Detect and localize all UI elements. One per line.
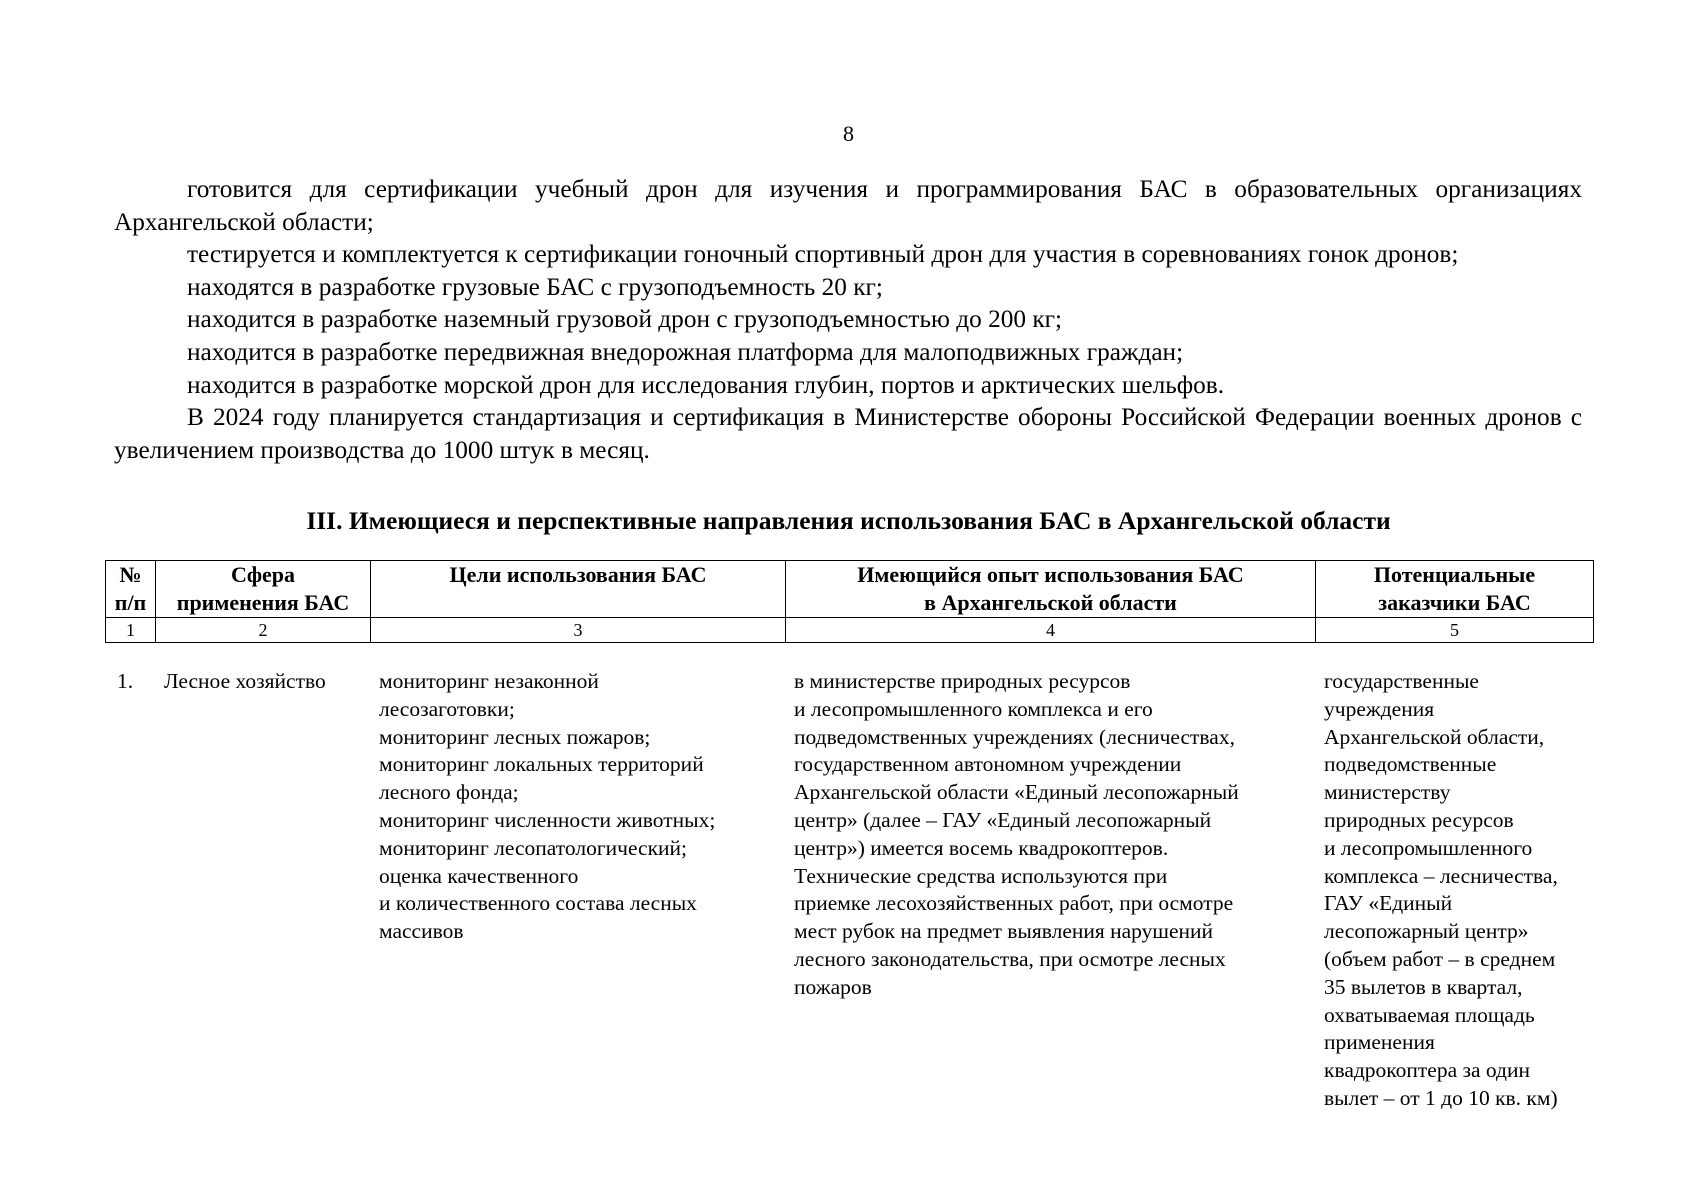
experience-line: центр» (далее – ГАУ «Единый лесопожарный xyxy=(794,807,1212,832)
paragraph: находится в разработке морской дрон для исследования глубин, портов и арктических шельфов. xyxy=(187,370,1225,399)
experience-line: и лесопромышленного комплекса и его xyxy=(794,696,1153,721)
row-customers xyxy=(1315,668,1593,1113)
page-number: 8 xyxy=(843,121,854,146)
customer-line: лесопожарный центр» xyxy=(1324,919,1529,944)
header-text: Цели использования БАС xyxy=(449,562,707,587)
header-text: в Архангельской области xyxy=(924,590,1177,615)
customer-line: 35 вылетов в квартал, xyxy=(1324,974,1523,999)
customer-line: (объем работ – в среднем xyxy=(1324,946,1556,971)
header-col-experience xyxy=(786,561,1316,618)
customer-line: государственные xyxy=(1324,669,1479,693)
header-text: № xyxy=(119,562,142,587)
header-text: Сфера xyxy=(230,562,296,587)
experience-line: пожаров xyxy=(794,974,872,999)
experience-line: центр») имеется восемь квадрокоптеров. xyxy=(794,835,1169,860)
goal-line: мониторинг лесопатологический; xyxy=(379,835,688,860)
paragraph: находится в разработке наземный грузовой дрон с грузоподъемностью до 200 кг; xyxy=(187,305,1063,334)
paragraph: готовится для сертификации учебный дрон для изучения и программирования БАС в образовательных организациях Архангельской области; xyxy=(114,175,1582,236)
goal-line: лесного фонда; xyxy=(379,780,519,805)
customer-line: Архангельской области, xyxy=(1324,724,1545,749)
header-text: п/п xyxy=(114,590,147,615)
row-goals xyxy=(370,668,785,1113)
experience-line: мест рубок на предмет выявления нарушений xyxy=(794,919,1214,944)
customer-line: квадрокоптера за один xyxy=(1324,1058,1531,1083)
experience-line: государственном автономном учреждении xyxy=(794,752,1182,777)
column-number: 2 xyxy=(156,618,371,643)
header-col-customers xyxy=(1316,561,1594,618)
body-text xyxy=(114,173,1582,466)
customer-line: охватываемая площадь xyxy=(1324,1002,1535,1027)
customer-line: и лесопромышленного xyxy=(1324,835,1533,860)
header-col-number xyxy=(106,561,156,618)
header-col-sphere xyxy=(156,561,371,618)
row-number: 1. xyxy=(117,669,134,693)
goal-line: оценка качественного xyxy=(379,863,579,888)
column-number: 4 xyxy=(786,618,1316,643)
column-number: 1 xyxy=(106,618,156,643)
table-body xyxy=(105,668,1593,1113)
customer-line: ГАУ «Единый xyxy=(1324,891,1453,916)
goal-line: и количественного состава лесных xyxy=(379,891,697,916)
goal-line: мониторинг численности животных; xyxy=(379,807,716,832)
table-header xyxy=(105,560,1594,643)
table-row xyxy=(105,668,1593,1113)
customer-line: подведомственные xyxy=(1324,752,1497,777)
experience-line: в министерстве природных ресурсов xyxy=(794,669,1131,693)
column-number-row xyxy=(106,618,1594,643)
customer-line: учреждения xyxy=(1324,696,1435,721)
column-number: 5 xyxy=(1316,618,1594,643)
header-text: Потенциальные xyxy=(1373,562,1536,587)
paragraph: тестируется и комплектуется к сертификации гоночный спортивный дрон для участия в соревнованиях гонок дронов; xyxy=(187,240,1459,269)
column-number: 3 xyxy=(371,618,786,643)
experience-line: Технические средства используются при xyxy=(794,863,1168,888)
header-text: применения БАС xyxy=(176,590,350,615)
section-title: III. Имеющиеся и перспективные направления использования БАС в Архангельской области xyxy=(306,506,1391,535)
goal-line: лесозаготовки; xyxy=(379,696,515,721)
goal-line: массивов xyxy=(379,919,464,944)
paragraph: находятся в разработке грузовые БАС с грузоподъемность 20 кг; xyxy=(187,272,883,301)
customer-line: природных ресурсов xyxy=(1324,807,1514,832)
header-text: Имеющийся опыт использования БАС xyxy=(857,562,1244,587)
customer-line: вылет – от 1 до 10 кв. км) xyxy=(1324,1085,1558,1110)
header-col-goals xyxy=(371,561,786,618)
experience-line: Архангельской области «Единый лесопожарный xyxy=(794,780,1239,805)
goal-line: мониторинг незаконной xyxy=(379,669,599,693)
goal-line: мониторинг локальных территорий xyxy=(379,752,704,777)
row-sphere: Лесное хозяйство xyxy=(164,669,326,693)
goal-line: мониторинг лесных пожаров; xyxy=(379,724,651,749)
customer-line: министерству xyxy=(1324,780,1451,805)
experience-line: подведомственных учреждениях (лесничествах, xyxy=(794,724,1235,749)
experience-line: приемке лесохозяйственных работ, при осмотре xyxy=(794,891,1234,916)
row-experience xyxy=(785,668,1315,1113)
header-row xyxy=(106,561,1594,618)
paragraph: В 2024 году планируется стандартизация и сертификация в Министерстве обороны Российской Федерации военных дронов с увеличением производства до 1000 штук в месяц. xyxy=(114,403,1582,464)
header-text: заказчики БАС xyxy=(1378,590,1531,615)
experience-line: лесного законодательства, при осмотре лесных xyxy=(794,946,1226,971)
customer-line: применения xyxy=(1324,1030,1435,1055)
customer-line: комплекса – лесничества, xyxy=(1324,863,1558,888)
paragraph: находится в разработке передвижная внедорожная платформа для малоподвижных граждан; xyxy=(187,337,1184,366)
